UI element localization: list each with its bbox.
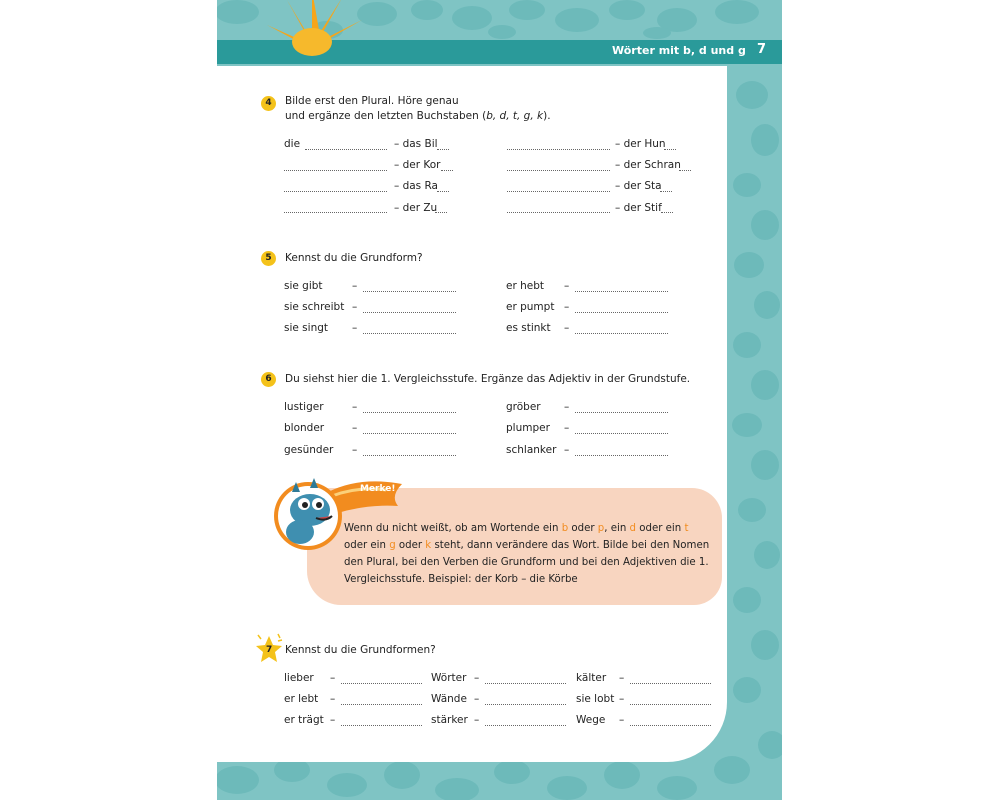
task-4-line-1: Bilde erst den Plural. Höre genau xyxy=(285,95,459,107)
merke-text: oder ein xyxy=(636,523,685,534)
task-6-word: lustiger xyxy=(284,401,324,413)
highlight-letter: k xyxy=(425,540,432,551)
dash: – xyxy=(330,714,336,726)
task-4-word: – der Kor xyxy=(394,159,441,171)
answer-blank[interactable] xyxy=(284,212,387,213)
highlight-letter: g xyxy=(389,540,396,551)
highlight-letter: d xyxy=(629,523,637,534)
letter-blank[interactable] xyxy=(437,191,449,192)
letter-blank[interactable] xyxy=(660,191,672,192)
task-4-instruction xyxy=(285,94,551,124)
letter-blank[interactable] xyxy=(437,149,449,150)
letter-blank[interactable] xyxy=(679,170,691,171)
dash: – xyxy=(474,714,480,726)
task-4-word: – das Ra xyxy=(394,180,438,192)
answer-blank[interactable] xyxy=(341,683,422,684)
answer-blank[interactable] xyxy=(363,433,456,434)
letter-blank[interactable] xyxy=(664,149,676,150)
letter-blank[interactable] xyxy=(441,170,453,171)
task-6-instruction: Du siehst hier die 1. Vergleichsstufe. Ergänze das Adjektiv in der Grundstufe. xyxy=(285,373,691,385)
answer-blank[interactable] xyxy=(363,312,456,313)
task-6-word: gesünder xyxy=(284,444,334,456)
dash: – xyxy=(564,301,570,313)
page-number: 7 xyxy=(757,42,767,57)
task-4-line-2-end: ). xyxy=(543,110,551,122)
answer-blank[interactable] xyxy=(485,704,566,705)
answer-blank[interactable] xyxy=(630,683,711,684)
answer-blank[interactable] xyxy=(507,149,610,150)
task-4-letters: b, d, t, g, k xyxy=(486,110,544,122)
letter-blank[interactable] xyxy=(661,212,673,213)
answer-blank[interactable] xyxy=(575,312,668,313)
task-4-word: – der Stif xyxy=(615,202,662,214)
page-header-title: Wörter mit b, d und g xyxy=(612,44,746,57)
dash: – xyxy=(564,422,570,434)
merke-label: Merke! xyxy=(360,484,396,494)
task-6-word: blonder xyxy=(284,422,325,434)
answer-blank[interactable] xyxy=(575,455,668,456)
dash: – xyxy=(474,693,480,705)
answer-blank[interactable] xyxy=(485,725,566,726)
answer-blank[interactable] xyxy=(507,212,610,213)
answer-blank[interactable] xyxy=(363,455,456,456)
task-7-word: sie lobt xyxy=(576,693,615,705)
answer-blank[interactable] xyxy=(507,191,610,192)
dash: – xyxy=(330,693,336,705)
dash: – xyxy=(564,444,570,456)
dash: – xyxy=(619,672,625,684)
answer-blank[interactable] xyxy=(305,149,387,150)
merke-text: oder xyxy=(395,540,426,551)
answer-blank[interactable] xyxy=(630,725,711,726)
merke-text: oder xyxy=(568,523,598,534)
task-7-word: Wände xyxy=(431,693,467,705)
task-7-word: Wörter xyxy=(431,672,467,684)
answer-blank[interactable] xyxy=(341,704,422,705)
task-5-word: er pumpt xyxy=(506,301,555,313)
task-6-word: schlanker xyxy=(506,444,557,456)
task-7-word: lieber xyxy=(284,672,314,684)
answer-blank[interactable] xyxy=(341,725,422,726)
task-6-word: gröber xyxy=(506,401,541,413)
merke-text: Wenn du nicht weißt, ob am Wortende ein xyxy=(344,523,562,534)
task-7-badge: 7 xyxy=(266,645,273,655)
answer-blank[interactable] xyxy=(575,433,668,434)
task-7-word: kälter xyxy=(576,672,607,684)
answer-blank[interactable] xyxy=(284,191,387,192)
task-5-word: er hebt xyxy=(506,280,545,292)
task-4-word: – der Hun xyxy=(615,138,666,150)
dash: – xyxy=(352,422,358,434)
task-4-prefix-die: die xyxy=(284,138,301,150)
task-4-word: – der Zu xyxy=(394,202,438,214)
answer-blank[interactable] xyxy=(507,170,610,171)
merke-rule-text xyxy=(344,520,714,588)
task-6-word: plumper xyxy=(506,422,550,434)
dash: – xyxy=(619,693,625,705)
task-5-word: es stinkt xyxy=(506,322,551,334)
answer-blank[interactable] xyxy=(284,170,387,171)
task-7-word: Wege xyxy=(576,714,606,726)
task-6-badge: 6 xyxy=(261,372,276,387)
answer-blank[interactable] xyxy=(575,333,668,334)
answer-blank[interactable] xyxy=(363,333,456,334)
dash: – xyxy=(352,280,358,292)
task-4-word: – der Sta xyxy=(615,180,662,192)
sun-illustration xyxy=(257,0,367,60)
highlight-letter: b xyxy=(561,523,569,534)
dash: – xyxy=(352,401,358,413)
dash: – xyxy=(564,401,570,413)
task-4-line-2-start: und ergänze den letzten Buchstaben ( xyxy=(285,110,487,122)
task-5-badge: 5 xyxy=(261,251,276,266)
task-7-word: er trägt xyxy=(284,714,324,726)
letter-blank[interactable] xyxy=(435,212,447,213)
merke-text: steht, dann verändere das Wort. Bilde bei den Nomen den Plural, bei den Verben die Grundform und bei den Adjektiven die 1. Vergleichsstufe. Beispiel: der Korb – die Körbe xyxy=(344,540,710,585)
dash: – xyxy=(352,301,358,313)
merke-text: , ein xyxy=(604,523,630,534)
merke-text: oder ein xyxy=(344,540,390,551)
highlight-letter: p xyxy=(597,523,605,534)
dash: – xyxy=(352,322,358,334)
task-5-word: sie gibt xyxy=(284,280,323,292)
task-5-word: sie schreibt xyxy=(284,301,345,313)
dash: – xyxy=(564,322,570,334)
answer-blank[interactable] xyxy=(363,412,456,413)
task-7-word: er lebt xyxy=(284,693,319,705)
answer-blank[interactable] xyxy=(485,683,566,684)
task-7-instruction: Kennst du die Grundformen? xyxy=(285,644,436,656)
answer-blank[interactable] xyxy=(575,412,668,413)
task-4-word: – das Bil xyxy=(394,138,438,150)
task-7-word: stärker xyxy=(431,714,468,726)
answer-blank[interactable] xyxy=(363,291,456,292)
dash: – xyxy=(330,672,336,684)
answer-blank[interactable] xyxy=(575,291,668,292)
task-5-instruction: Kennst du die Grundform? xyxy=(285,252,423,264)
dash: – xyxy=(564,280,570,292)
answer-blank[interactable] xyxy=(630,704,711,705)
dash: – xyxy=(474,672,480,684)
task-4-word: – der Schran xyxy=(615,159,681,171)
dash: – xyxy=(352,444,358,456)
dash: – xyxy=(619,714,625,726)
task-4-badge: 4 xyxy=(261,96,276,111)
highlight-letter: t xyxy=(684,523,689,534)
task-5-word: sie singt xyxy=(284,322,329,334)
